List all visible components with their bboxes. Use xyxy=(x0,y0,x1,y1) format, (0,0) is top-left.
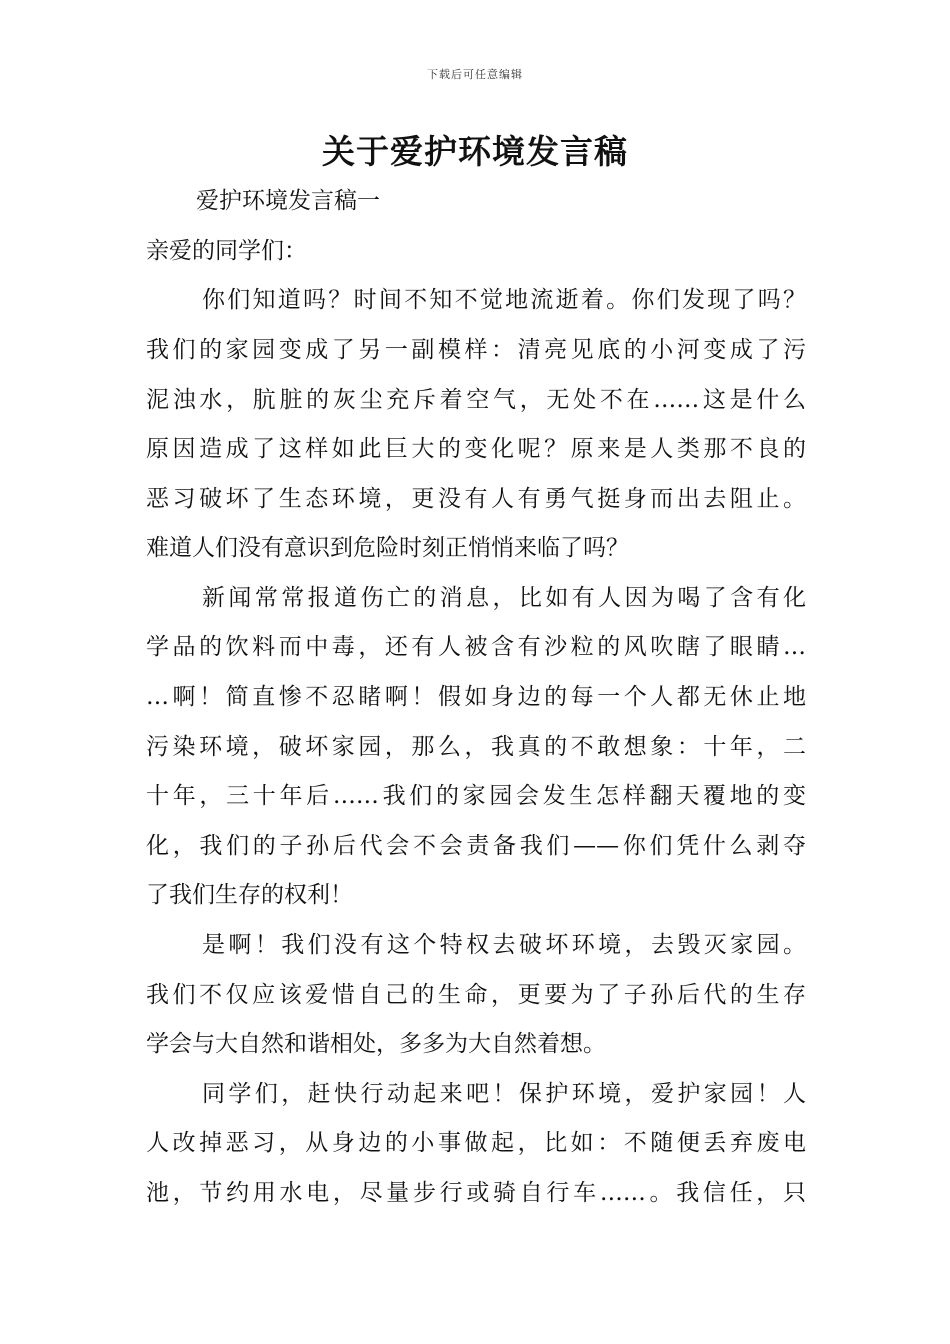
paragraph-4-line-1: 同学们，赶快行动起来吧！保护环境，爱护家园！人 xyxy=(202,1081,806,1107)
paragraph-1-line-1: 你们知道吗？时间不知不觉地流逝着。你们发现了吗？ xyxy=(202,287,806,313)
paragraph-2-line-6: 化，我们的子孙后代会不会责备我们——你们凭什么剥夺 xyxy=(146,833,806,859)
paragraph-4-line-2: 人改掉恶习，从身边的小事做起，比如：不随便丢弃废电 xyxy=(146,1130,806,1156)
header-note: 下载后可任意编辑 xyxy=(427,68,523,81)
paragraph-1-line-3: 泥浊水，肮脏的灰尘充斥着空气，无处不在……这是什么 xyxy=(146,387,806,413)
salutation: 亲爱的同学们： xyxy=(146,238,307,264)
paragraph-1-line-4: 原因造成了这样如此巨大的变化呢？原来是人类那不良的 xyxy=(146,436,806,462)
paragraph-2-line-4: 污染环境，破坏家园，那么，我真的不敢想象：十年，二 xyxy=(146,734,806,760)
paragraph-4-line-3: 池，节约用水电，尽量步行或骑自行车……。我信任，只 xyxy=(146,1180,806,1206)
paragraph-3-line-3: 学会与大自然和谐相处，多多为大自然着想。 xyxy=(146,1031,606,1057)
paragraph-2-line-5: 十年，三十年后……我们的家园会发生怎样翻天覆地的变 xyxy=(146,783,806,809)
document-title: 关于爱护环境发言稿 xyxy=(322,132,628,171)
paragraph-1-line-5: 恶习破坏了生态环境，更没有人有勇气挺身而出去阻止。 xyxy=(146,486,806,512)
document-subtitle: 爱护环境发言稿一 xyxy=(196,188,380,214)
paragraph-2-line-1: 新闻常常报道伤亡的消息，比如有人因为喝了含有化 xyxy=(202,585,806,611)
paragraph-2-line-2: 学品的饮料而中毒，还有人被含有沙粒的风吹瞎了眼睛… xyxy=(146,634,806,660)
paragraph-1-line-2: 我们的家园变成了另一副模样：清亮见底的小河变成了污 xyxy=(146,337,806,363)
paragraph-2-line-7: 了我们生存的权利！ xyxy=(146,882,353,908)
paragraph-3-line-2: 我们不仅应该爱惜自己的生命，更要为了子孙后代的生存 xyxy=(146,982,806,1008)
paragraph-2-line-3: …啊！简直惨不忍睹啊！假如身边的每一个人都无休止地 xyxy=(146,684,806,710)
paragraph-1-line-6: 难道人们没有意识到危险时刻正悄悄来临了吗？ xyxy=(146,535,629,561)
paragraph-3-line-1: 是啊！我们没有这个特权去破坏环境，去毁灭家园。 xyxy=(202,932,806,958)
